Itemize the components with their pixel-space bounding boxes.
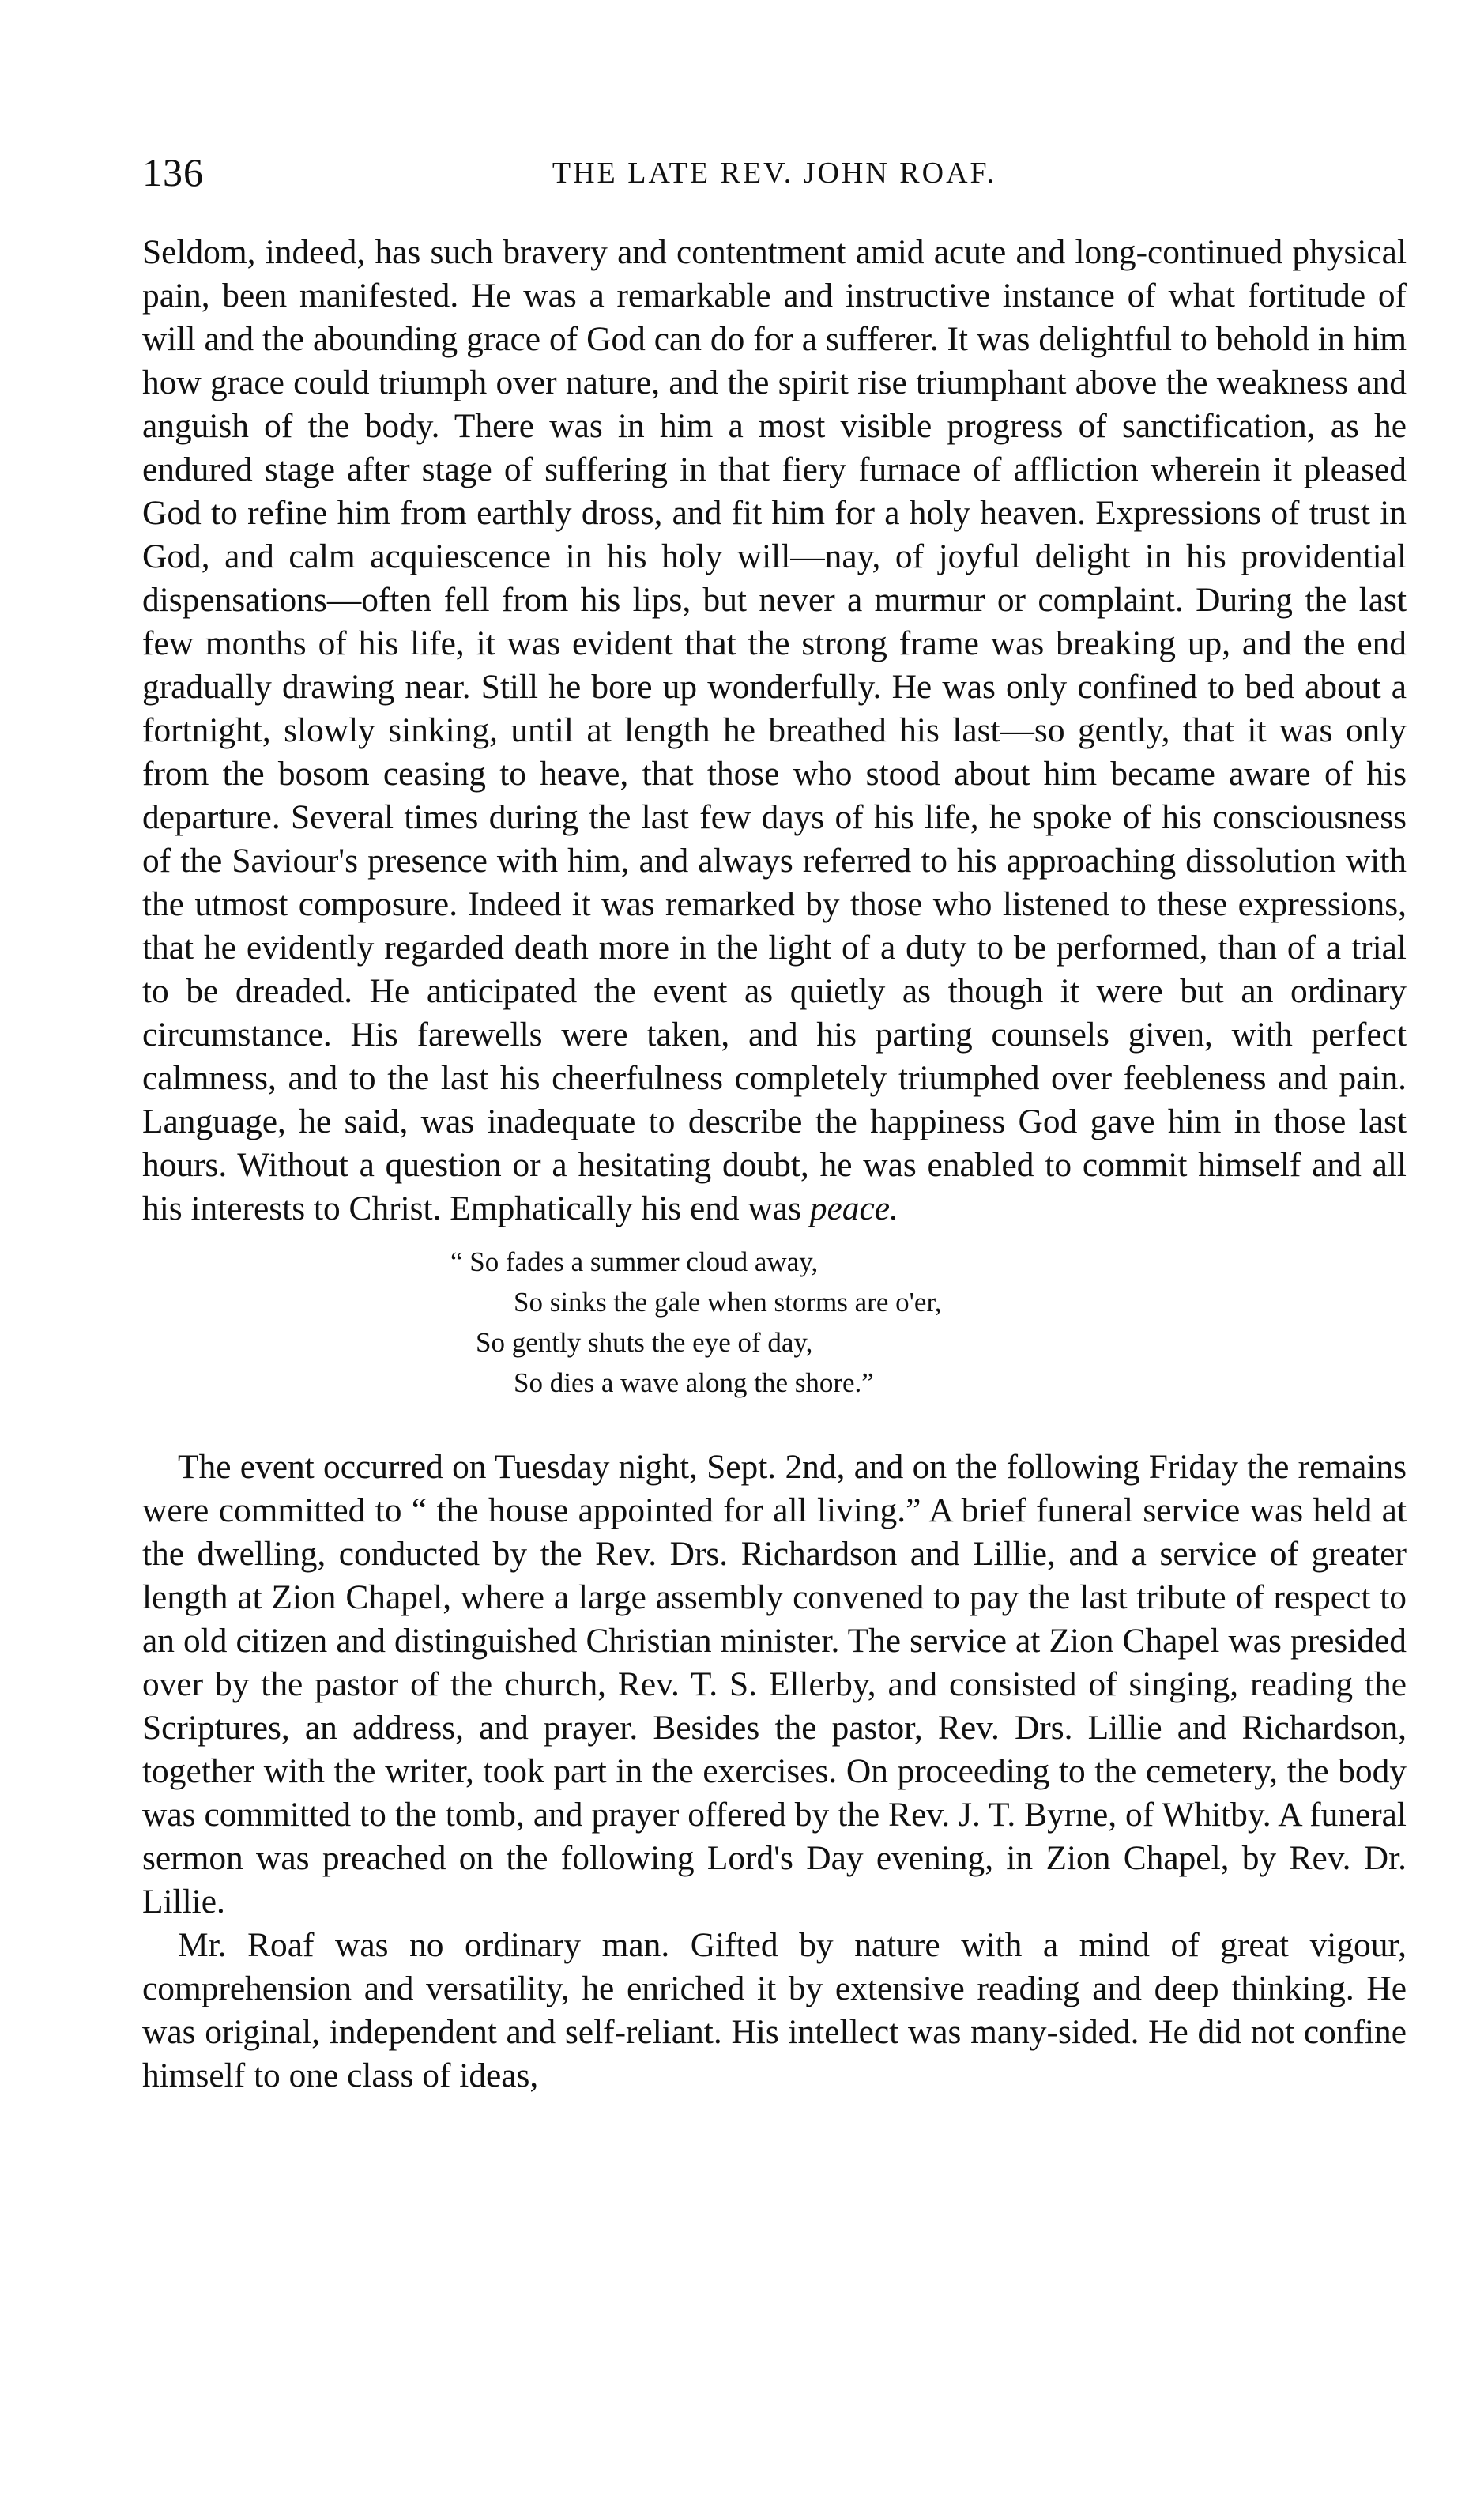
emphasized-word-peace: peace. (809, 1189, 898, 1227)
poem-line: So sinks the gale when storms are o'er, (514, 1287, 942, 1318)
running-title: THE LATE REV. JOHN ROAF. (552, 156, 997, 190)
page-header (142, 149, 1407, 204)
poem-quotation (142, 1242, 1407, 1403)
body-text (142, 231, 1407, 2098)
page-number: 136 (142, 150, 204, 194)
paragraph-character: Mr. Roaf was no ordinary man. Gifted by nature with a mind of great vigour, comprehension and versatility, he enriched it by extensive reading and deep thinking. He was original, independent and self-reliant. His intellect was many-sided. He did not confine himself to one class of ideas, (142, 1926, 1407, 2094)
poem-line: So dies a wave along the shore.” (514, 1367, 874, 1398)
paragraph-funeral: The event occurred on Tuesday night, Sept. 2nd, and on the following Friday the remains were committed to “ the house appointed for all living.” A brief funeral service was held at the dwelling, conducted by the Rev. Drs. Richardson and Lillie, and a service of greater length at Zion Chapel, where a large assembly convened to pay the last tribute of respect to an old citizen and distinguished Christian minister. The service at Zion Chapel was presided over by the pastor of the church, Rev. T. S. Ellerby, and consisted of singing, reading the Scriptures, an address, and prayer. Besides the pastor, Rev. Drs. Lillie and Richardson, together with the writer, took part in the exercises. On proceeding to the cemetery, the body was committed to the tomb, and prayer offered by the Rev. J. T. Byrne, of Whitby. A funeral sermon was preached on the following Lord's Day evening, in Zion Chapel, by Rev. Dr. Lillie. (142, 1448, 1407, 1921)
poem-line: “ So fades a summer cloud away, (450, 1246, 819, 1277)
poem-line: So gently shuts the eye of day, (476, 1327, 813, 1358)
paragraph-suffering (142, 231, 1407, 1231)
paragraph-suffering-text: Seldom, indeed, has such bravery and contentment amid acute and long-continued physical pain, been manifested. He was a remarkable and instructive instance of what fortitude of will and the abounding grace of God can do for a sufferer. It was delightful to behold in him how grace could triumph over nature, and the spirit rise triumphant above the weakness and anguish of the body. There was in him a most visible progress of sanctification, as he endured stage after stage of suffering in that fiery furnace of affliction wherein it pleased God to refine him from earthly dross, and fit him for a holy heaven. Expressions of trust in God, and calm acquiescence in his holy will—nay, of joyful delight in his providential dispensations—often fell from his lips, but never a murmur or complaint. During the last few months of his life, it was evident that the strong frame was breaking up, and the end gradually drawing near. Still he bore up wonderfully. He was only confined to bed about a fortnight, slowly sinking, until at length he breathed his last—so gently, that it was only from the bosom ceasing to heave, that those who stood about him became aware of his departure. Several times during the last few days of his life, he spoke of his consciousness of the Saviour's presence with him, and always referred to his approaching dissolution with the utmost composure. Indeed it was remarked by those who listened to these expressions, that he evidently regarded death more in the light of a duty to be performed, than of a trial to be dreaded. He anticipated the event as quietly as though it were but an ordinary circumstance. His farewells were taken, and his parting counsels given, with perfect calmness, and to the last his cheerfulness completely triumphed over feebleness and pain. Language, he said, was inadequate to describe the happiness God gave him in those last hours. Without a question or a hesitating doubt, he was enabled to commit himself and all his interests to Christ. Emphatically his end was (142, 233, 1407, 1227)
